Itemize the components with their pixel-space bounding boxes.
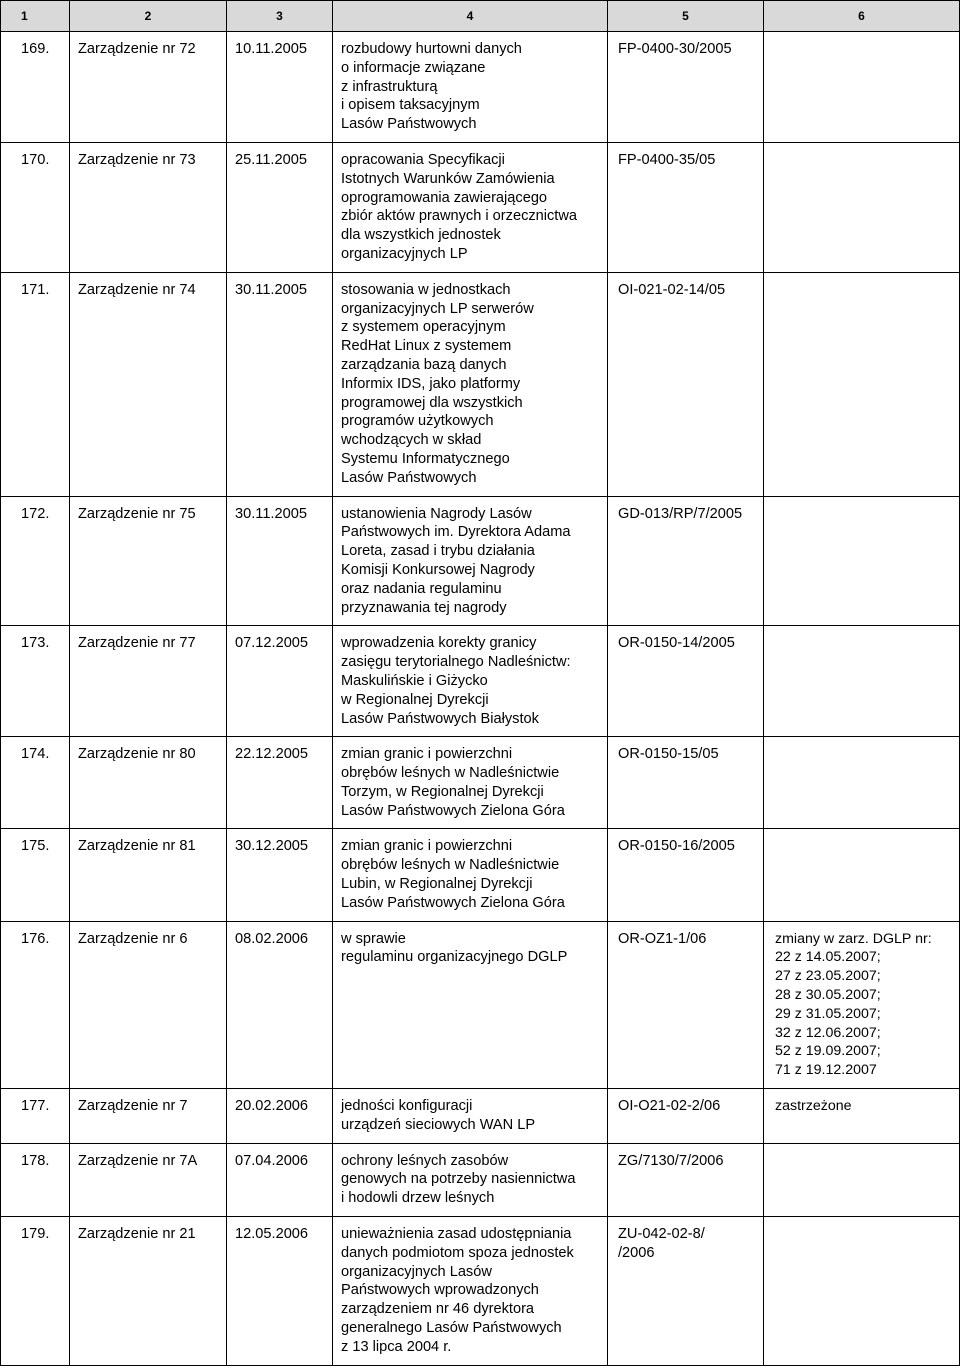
reference-number: OI-O21-02-2/06 [618,1098,721,1115]
row-number: 175. [21,838,50,855]
row-number: 178. [21,1152,50,1169]
row-number-cell [1,496,70,626]
reference-number-cell [608,32,764,143]
notes-cell [764,142,960,272]
order-subject: stosowania w jednostkach organizacyjnych LP serwerów z systemem operacyjnym RedHat Linux z systemem zarządzania bazą danych Informix IDS, jako platformy programowej dla wszystkich programów użytkowych wchodzących w skład Systemu Informatycznego Lasów Państwowych [341,281,534,486]
order-name: Zarządzenie nr 80 [78,746,196,763]
order-date: 30.12.2005 [235,838,309,855]
order-subject-cell [333,737,608,829]
reference-number: OR-0150-16/2005 [618,838,735,855]
row-number: 169. [21,41,50,57]
reference-number: OI-021-02-14/05 [618,281,726,298]
row-number: 172. [21,505,50,522]
order-name: Zarządzenie nr 7 [78,1098,188,1115]
reference-number-cell [608,1217,764,1366]
header-cell-6: 6 [764,1,960,32]
order-date: 22.12.2005 [235,746,309,763]
table-row [1,1217,960,1366]
header-cell-2: 2 [70,1,227,32]
header-cell-4: 4 [333,1,608,32]
order-subject: ustanowienia Nagrody Lasów Państwowych im. Dyrektora Adama Loreta, zasad i trybu działania Komisji Konkursowej Nagrody oraz nadania regulaminu przyznawania tej nagrody [341,505,571,616]
notes-cell [764,32,960,143]
order-date: 12.05.2006 [235,1226,309,1243]
row-number: 177. [21,1098,50,1115]
row-number-cell [1,829,70,921]
row-number-cell [1,142,70,272]
row-number-cell [1,1089,70,1144]
notes-cell [764,829,960,921]
order-name-cell [70,1143,227,1216]
order-subject-cell [333,142,608,272]
notes-cell [764,1217,960,1366]
reference-number-cell [608,1143,764,1216]
row-number-cell [1,1143,70,1216]
reference-number-cell [608,737,764,829]
order-subject-cell [333,1143,608,1216]
row-number-cell [1,1217,70,1366]
table-row [1,1143,960,1216]
table-row [1,496,960,626]
order-subject: opracowania Specyfikacji Istotnych Warunków Zamówienia oprogramowania zawierającego zbiór aktów prawnych i orzecznictwa dla wszystkich jednostek organizacyjnych LP [341,151,578,262]
reference-number: FP-0400-35/05 [618,151,716,168]
header-row [1,1,960,32]
order-subject-cell [333,1217,608,1366]
row-number-cell [1,737,70,829]
order-subject: jedności konfiguracji urządzeń sieciowych WAN LP [341,1098,536,1133]
order-date: 08.02.2006 [235,930,309,947]
order-subject: rozbudowy hurtowni danych o informacje związane z infrastrukturą i opisem taksacyjnym Lasów Państwowych [341,41,522,133]
row-number: 173. [21,635,50,652]
order-date-cell [227,1217,333,1366]
header-cell-5: 5 [608,1,764,32]
reference-number-cell [608,496,764,626]
notes-cell [764,737,960,829]
order-date: 25.11.2005 [235,151,307,168]
order-name-cell [70,921,227,1088]
reference-number: GD-013/RP/7/2005 [618,505,743,522]
row-number: 171. [21,281,50,298]
order-name: Zarządzenie nr 81 [78,838,196,855]
table-row [1,32,960,143]
order-name-cell [70,829,227,921]
order-date-cell [227,496,333,626]
order-subject-cell [333,921,608,1088]
order-date-cell [227,829,333,921]
row-number: 176. [21,930,50,947]
order-name: Zarządzenie nr 74 [78,281,196,298]
reference-number-cell [608,142,764,272]
notes-cell [764,496,960,626]
order-subject-cell [333,272,608,496]
order-date: 07.12.2005 [235,635,309,652]
header-cell-1: 1 [1,1,70,32]
reference-number: OR-OZ1-1/06 [618,930,707,947]
order-date-cell [227,142,333,272]
order-date-cell [227,921,333,1088]
order-name-cell [70,1089,227,1144]
reference-number-cell [608,626,764,737]
table-row [1,272,960,496]
row-number-cell [1,272,70,496]
notes-cell [764,1143,960,1216]
order-date: 30.11.2005 [235,281,307,298]
order-name: Zarządzenie nr 73 [78,151,196,168]
header-cell-3: 3 [227,1,333,32]
order-name: Zarządzenie nr 75 [78,505,196,522]
order-date: 07.04.2006 [235,1152,309,1169]
table-row [1,626,960,737]
notes-cell [764,921,960,1088]
order-date-cell [227,626,333,737]
notes: zmiany w zarz. DGLP nr: 22 z 14.05.2007; 27 z 23.05.2007; 28 z 30.05.2007; 29 z 31.05.2007; 32 z 12.06.2007; 52 z 19.09.2007; 71 z 19.12.2007 [775,930,932,1079]
order-date-cell [227,1089,333,1144]
order-name: Zarządzenie nr 72 [78,41,196,57]
reference-number-cell [608,829,764,921]
table-row [1,921,960,1088]
order-name-cell [70,496,227,626]
order-subject: zmian granic i powierzchni obrębów leśnych w Nadleśnictwie Torzym, w Regionalnej Dyrekcji Lasów Państwowych Zielona Góra [341,746,565,819]
row-number: 174. [21,746,50,763]
row-number-cell [1,921,70,1088]
notes-cell [764,1089,960,1144]
reference-number-cell [608,272,764,496]
row-number: 170. [21,151,50,168]
order-subject-cell [333,496,608,626]
reference-number: OR-0150-14/2005 [618,635,735,652]
notes-cell [764,272,960,496]
order-name-cell [70,626,227,737]
order-subject: ochrony leśnych zasobów genowych na potrzeby nasiennictwa i hodowli drzew leśnych [341,1152,576,1207]
reference-number-cell [608,1089,764,1144]
order-subject-cell [333,626,608,737]
order-name: Zarządzenie nr 7A [78,1152,198,1169]
order-name-cell [70,142,227,272]
order-name: Zarządzenie nr 6 [78,930,188,947]
row-number-cell [1,626,70,737]
row-number-cell [1,32,70,143]
order-date: 30.11.2005 [235,505,307,522]
order-name-cell [70,737,227,829]
order-date: 20.02.2006 [235,1098,309,1115]
notes: zastrzeżone [775,1098,852,1115]
table-row [1,1089,960,1144]
order-date: 10.11.2005 [235,41,307,57]
order-subject: zmian granic i powierzchni obrębów leśnych w Nadleśnictwie Lubin, w Regionalnej Dyrekcji Lasów Państwowych Zielona Góra [341,838,565,911]
order-subject: w sprawie regulaminu organizacyjnego DGLP [341,930,568,966]
order-name-cell [70,1217,227,1366]
table-row [1,142,960,272]
order-name-cell [70,272,227,496]
reference-number: FP-0400-30/2005 [618,41,732,57]
order-subject-cell [333,32,608,143]
order-date-cell [227,272,333,496]
reference-number: ZG/7130/7/2006 [618,1152,724,1169]
table-row [1,829,960,921]
order-subject-cell [333,829,608,921]
notes-cell [764,626,960,737]
order-date-cell [227,1143,333,1216]
order-name: Zarządzenie nr 21 [78,1226,196,1243]
row-number: 179. [21,1226,50,1243]
table-row [1,737,960,829]
order-date-cell [227,737,333,829]
order-name: Zarządzenie nr 77 [78,635,196,652]
order-name-cell [70,32,227,143]
reference-number: OR-0150-15/05 [618,746,719,763]
order-date-cell [227,32,333,143]
order-subject-cell [333,1089,608,1144]
reference-number: ZU-042-02-8/ /2006 [618,1226,705,1261]
order-subject: unieważnienia zasad udostępniania danych podmiotom spoza jednostek organizacyjnych Lasów Państwowych wprowadzonych zarządzeniem nr 46 dyrektora generalnego Lasów Państwowych z 13 lipca 2004 r. [341,1226,574,1355]
reference-number-cell [608,921,764,1088]
order-subject: wprowadzenia korekty granicy zasięgu terytorialnego Nadleśnictw: Maskulińskie i Giżycko w Regionalnej Dyrekcji Lasów Państwowych Białystok [341,635,571,727]
